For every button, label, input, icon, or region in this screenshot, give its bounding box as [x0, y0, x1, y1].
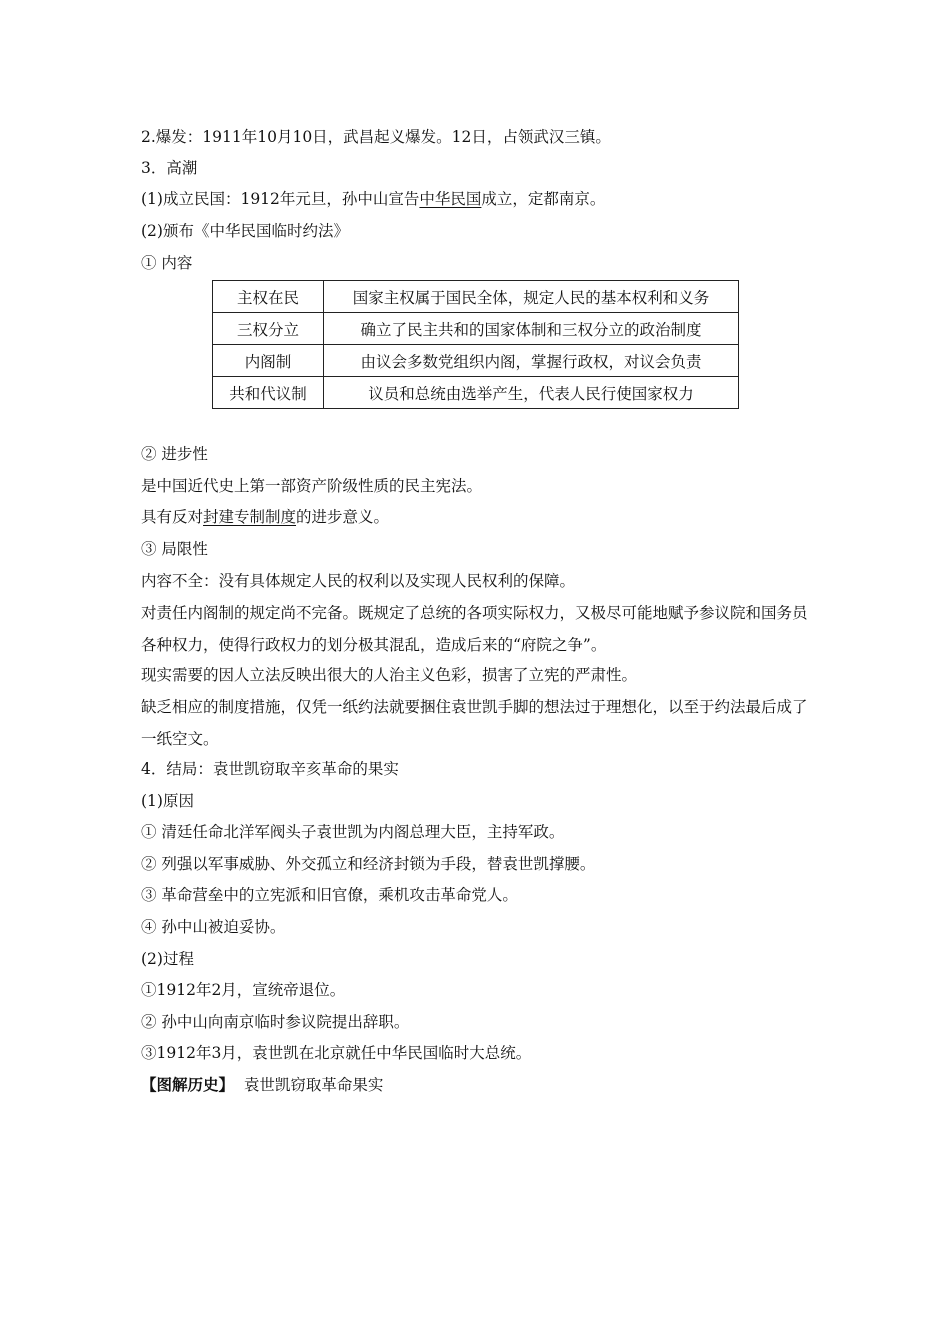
founding-underline-roc: 中华民国	[419, 190, 482, 208]
founding-text-c: 成立，定都南京。	[481, 190, 606, 208]
reason-3: ③ 革命营垒中的立宪派和旧官僚，乘机攻击革命党人。	[141, 886, 518, 904]
table-cell-description: 议员和总统由选举产生，代表人民行使国家权力	[324, 377, 739, 409]
heading-content: ① 内容	[141, 254, 193, 272]
illustrated-history-heading	[141, 1075, 383, 1095]
reason-2: ② 列强以军事威胁、外交孤立和经济封锁为手段，替袁世凯撑腰。	[141, 855, 596, 873]
table-row	[213, 313, 739, 345]
paragraph-incomplete: 内容不全：没有具体规定人民的权利以及实现人民权利的保障。	[141, 572, 576, 590]
anti-feudal-underline: 封建专制制度	[203, 508, 297, 526]
process-2: ② 孙中山向南京临时参议院提出辞职。	[141, 1013, 410, 1031]
paragraph-cabinet: 对责任内阁制的规定尚不完备。既规定了总统的各项实际权力，又极尽可能地赋予参议院和国务员各种权力，使得行政权力的划分极其混乱，造成后来的“府院之争”。	[141, 604, 808, 654]
table-row	[213, 377, 739, 409]
heading-outcome: 4．结局：袁世凯窃取辛亥革命的果实	[141, 760, 399, 778]
heading-reasons: (1)原因	[141, 792, 194, 810]
anti-feudal-text-a: 具有反对	[141, 508, 204, 526]
illustrated-history-title: 袁世凯窃取革命果实	[243, 1076, 384, 1094]
paragraph-anti-feudal	[141, 507, 389, 527]
reason-1: ① 清廷任命北洋军阀头子袁世凯为内阁总理大臣，主持军政。	[141, 823, 565, 841]
illustrated-history-label: 【图解历史】	[141, 1075, 235, 1094]
table-cell-term: 主权在民	[213, 281, 324, 313]
process-3: ③1912年3月，袁世凯在北京就任中华民国临时大总统。	[141, 1044, 532, 1062]
table-row	[213, 281, 739, 313]
paragraph-rule-of-man: 现实需要的因人立法反映出很大的人治主义色彩，损害了立宪的严肃性。	[141, 666, 638, 684]
table-row	[213, 345, 739, 377]
heading-climax: 3．高潮	[141, 159, 198, 177]
table-cell-term: 共和代议制	[213, 377, 324, 409]
process-1: ①1912年2月，宣统帝退位。	[141, 981, 346, 999]
table-cell-term: 内阁制	[213, 345, 324, 377]
paragraph-first-constitution: 是中国近代史上第一部资产阶级性质的民主宪法。	[141, 477, 483, 495]
founding-text-a: (1)成立民国：1912年元旦，孙中山宣告	[141, 190, 420, 208]
table-cell-description: 确立了民主共和的国家体制和三权分立的政治制度	[324, 313, 739, 345]
heading-process: (2)过程	[141, 950, 194, 968]
reason-4: ④ 孙中山被迫妥协。	[141, 918, 286, 936]
heading-limitations: ③ 局限性	[141, 540, 208, 558]
paragraph-lacking-measures: 缺乏相应的制度措施，仅凭一纸约法就要捆住袁世凯手脚的想法过于理想化，以至于约法最后成了一纸空文。	[141, 698, 808, 748]
table-cell-term: 三权分立	[213, 313, 324, 345]
table-cell-description: 国家主权属于国民全体，规定人民的基本权利和义务	[324, 281, 739, 313]
anti-feudal-text-c: 的进步意义。	[296, 508, 390, 526]
heading-provisional-constitution: (2)颁布《中华民国临时约法》	[141, 222, 349, 240]
paragraph-founding	[141, 189, 605, 209]
content-table	[212, 280, 739, 409]
heading-progressiveness: ② 进步性	[141, 445, 208, 463]
table-cell-description: 由议会多数党组织内阁，掌握行政权，对议会负责	[324, 345, 739, 377]
paragraph-outbreak: 2.爆发：1911年10月10日，武昌起义爆发。12日，占领武汉三镇。	[141, 128, 611, 146]
